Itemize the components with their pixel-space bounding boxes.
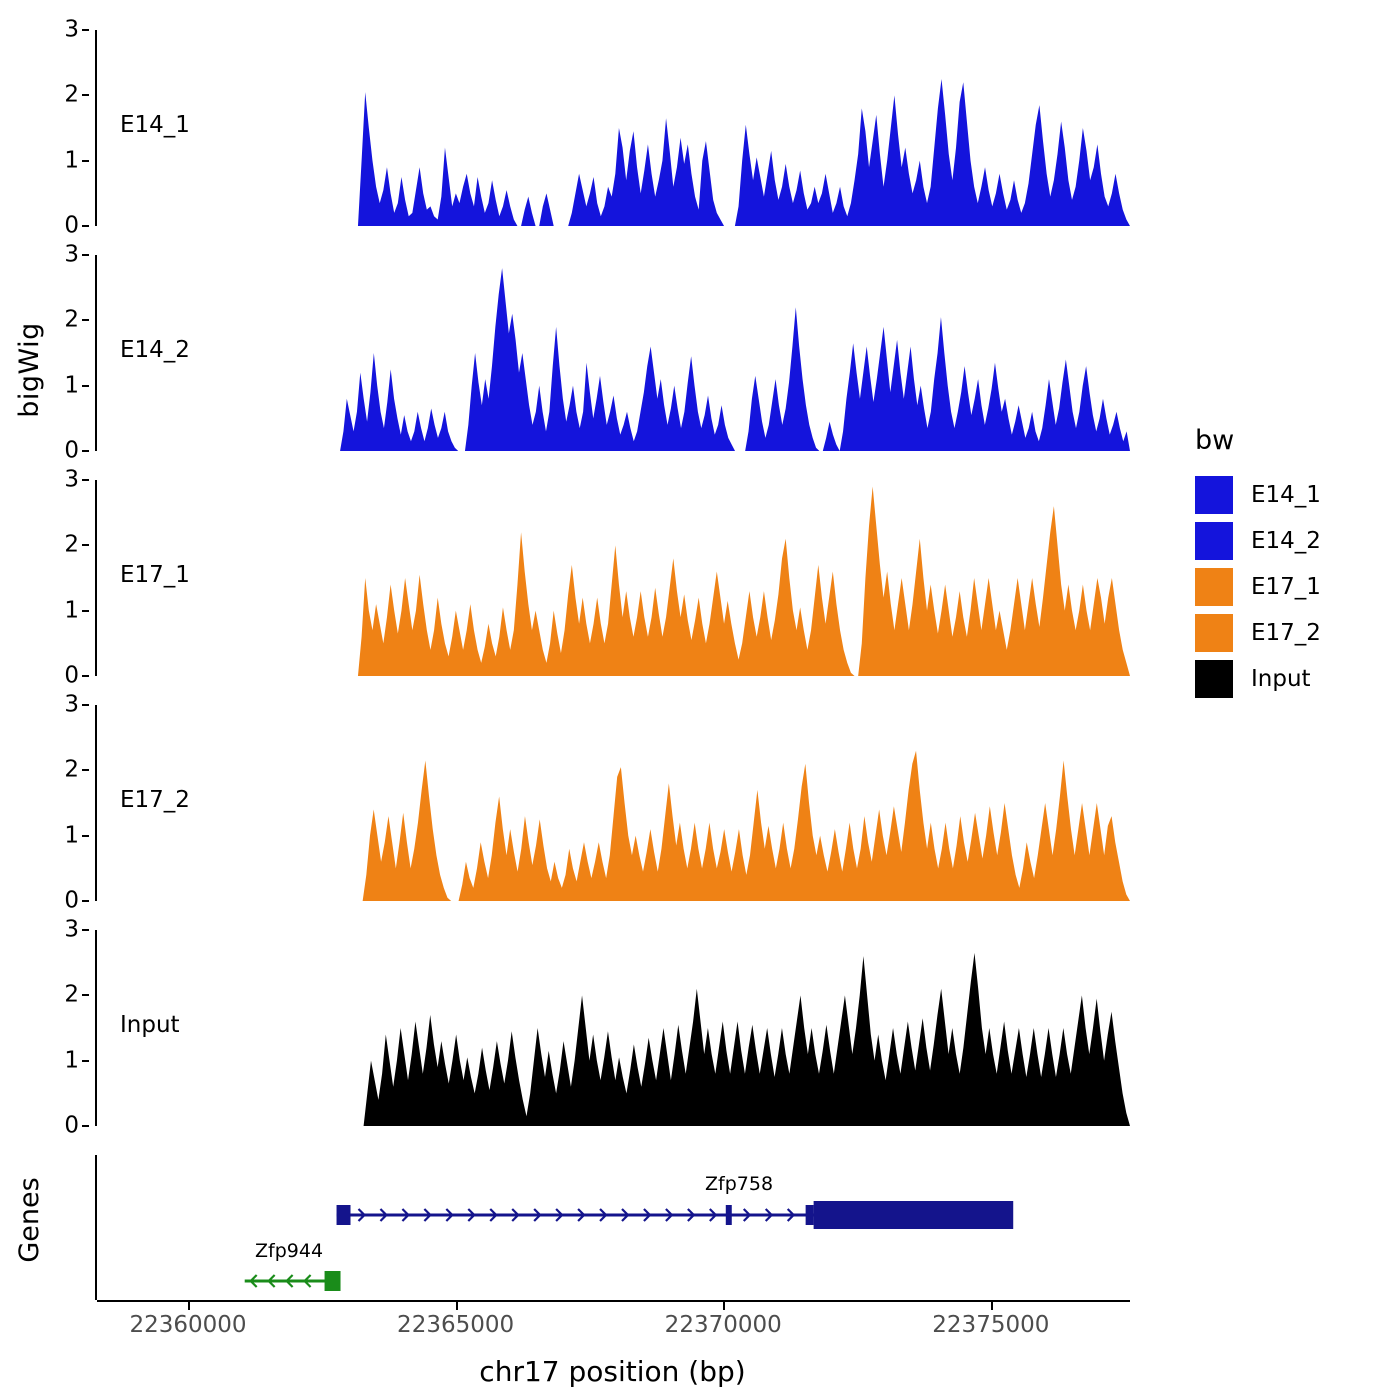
legend-item-e14_2[interactable] (1195, 518, 1385, 564)
y-tick-label: 1 (64, 372, 79, 399)
y-tick-mark (82, 29, 89, 31)
y-axis-label-genes: Genes (14, 1177, 45, 1263)
y-tick-mark (82, 1060, 89, 1062)
wiggle-track-e17_2 (97, 705, 1130, 901)
y-tick-label: 2 (64, 531, 79, 558)
x-tick-mark (188, 1302, 190, 1310)
y-tick-label: 2 (64, 756, 79, 783)
x-tick-label: 22365000 (397, 1312, 515, 1338)
y-axis-ticks (43, 466, 89, 689)
y-tick-mark (82, 610, 89, 612)
wiggle-track-e14_1 (97, 30, 1130, 226)
y-tick-label: 3 (64, 916, 79, 943)
y-tick-mark (82, 160, 89, 162)
y-tick-mark (82, 835, 89, 837)
y-tick-mark (82, 225, 89, 227)
y-axis-ticks (43, 916, 89, 1139)
y-tick-label: 3 (64, 691, 79, 718)
wiggle-track-e17_1 (97, 480, 1130, 676)
track-label-e14_2: E14_2 (120, 337, 190, 364)
y-tick-mark (82, 450, 89, 452)
track-panel-e17_2 (64, 691, 1130, 914)
y-tick-label: 2 (64, 81, 79, 108)
x-tick-mark (991, 1302, 993, 1310)
legend-item-input[interactable] (1195, 656, 1385, 702)
legend-swatch (1195, 522, 1233, 560)
legend-label: E17_2 (1251, 620, 1321, 646)
y-tick-label: 0 (64, 1112, 79, 1139)
track-panel-e14_1 (64, 16, 1130, 239)
legend-swatch (1195, 568, 1233, 606)
y-tick-label: 0 (64, 887, 79, 914)
y-tick-mark (82, 769, 89, 771)
y-tick-mark (82, 1125, 89, 1127)
y-tick-mark (82, 94, 89, 96)
x-tick-label: 22360000 (129, 1312, 247, 1338)
y-tick-label: 0 (64, 212, 79, 239)
legend-item-e17_2[interactable] (1195, 610, 1385, 656)
gene-zfp758 (337, 1201, 1014, 1229)
track-label-input: Input (120, 1012, 180, 1039)
y-axis-ticks (43, 691, 89, 914)
track-label-e14_1: E14_1 (120, 112, 190, 139)
legend-item-e17_1[interactable] (1195, 564, 1385, 610)
x-tick-label: 22370000 (664, 1312, 782, 1338)
y-tick-mark (82, 544, 89, 546)
y-tick-mark (82, 479, 89, 481)
gene-zfp944 (245, 1271, 341, 1291)
y-axis-ticks (43, 241, 89, 464)
y-tick-label: 1 (64, 147, 79, 174)
legend-swatch (1195, 614, 1233, 652)
y-tick-label: 3 (64, 241, 79, 268)
y-tick-mark (82, 319, 89, 321)
legend-item-e14_1[interactable] (1195, 472, 1385, 518)
track-label-e17_1: E17_1 (120, 562, 190, 589)
genes-panel (95, 1155, 1130, 1300)
y-tick-label: 3 (64, 466, 79, 493)
x-tick-mark (723, 1302, 725, 1310)
track-panel-e14_2 (64, 241, 1130, 464)
legend-swatch (1195, 476, 1233, 514)
y-tick-mark (82, 675, 89, 677)
y-tick-mark (82, 929, 89, 931)
gene-label-zfp758: Zfp758 (705, 1173, 774, 1195)
legend-label: E17_1 (1251, 574, 1321, 600)
y-tick-mark (82, 994, 89, 996)
y-axis-ticks (43, 16, 89, 239)
track-panel-input (64, 916, 1130, 1139)
gene-label-zfp944: Zfp944 (255, 1240, 324, 1262)
y-tick-label: 1 (64, 1047, 79, 1074)
track-panel-e17_1 (64, 466, 1130, 689)
legend-title: bw (1195, 425, 1235, 456)
y-tick-label: 0 (64, 437, 79, 464)
y-tick-label: 2 (64, 306, 79, 333)
y-tick-mark (82, 900, 89, 902)
y-tick-mark (82, 704, 89, 706)
y-tick-label: 1 (64, 597, 79, 624)
legend (1195, 425, 1385, 702)
wiggle-track-e14_2 (97, 255, 1130, 451)
x-axis-title: chr17 position (bp) (479, 1355, 746, 1388)
legend-label: Input (1251, 666, 1311, 692)
y-tick-label: 0 (64, 662, 79, 689)
y-tick-label: 2 (64, 981, 79, 1008)
legend-items (1195, 472, 1385, 702)
x-tick-label: 22375000 (932, 1312, 1050, 1338)
legend-label: E14_1 (1251, 482, 1321, 508)
y-tick-mark (82, 385, 89, 387)
wiggle-track-input (97, 930, 1130, 1126)
x-tick-mark (456, 1302, 458, 1310)
x-axis-line (97, 1300, 1130, 1302)
track-label-e17_2: E17_2 (120, 787, 190, 814)
y-tick-label: 3 (64, 16, 79, 43)
y-tick-mark (82, 254, 89, 256)
y-axis-label-bigwig: bigWig (14, 322, 45, 418)
legend-swatch (1195, 660, 1233, 698)
legend-label: E14_2 (1251, 528, 1321, 554)
y-tick-label: 1 (64, 822, 79, 849)
